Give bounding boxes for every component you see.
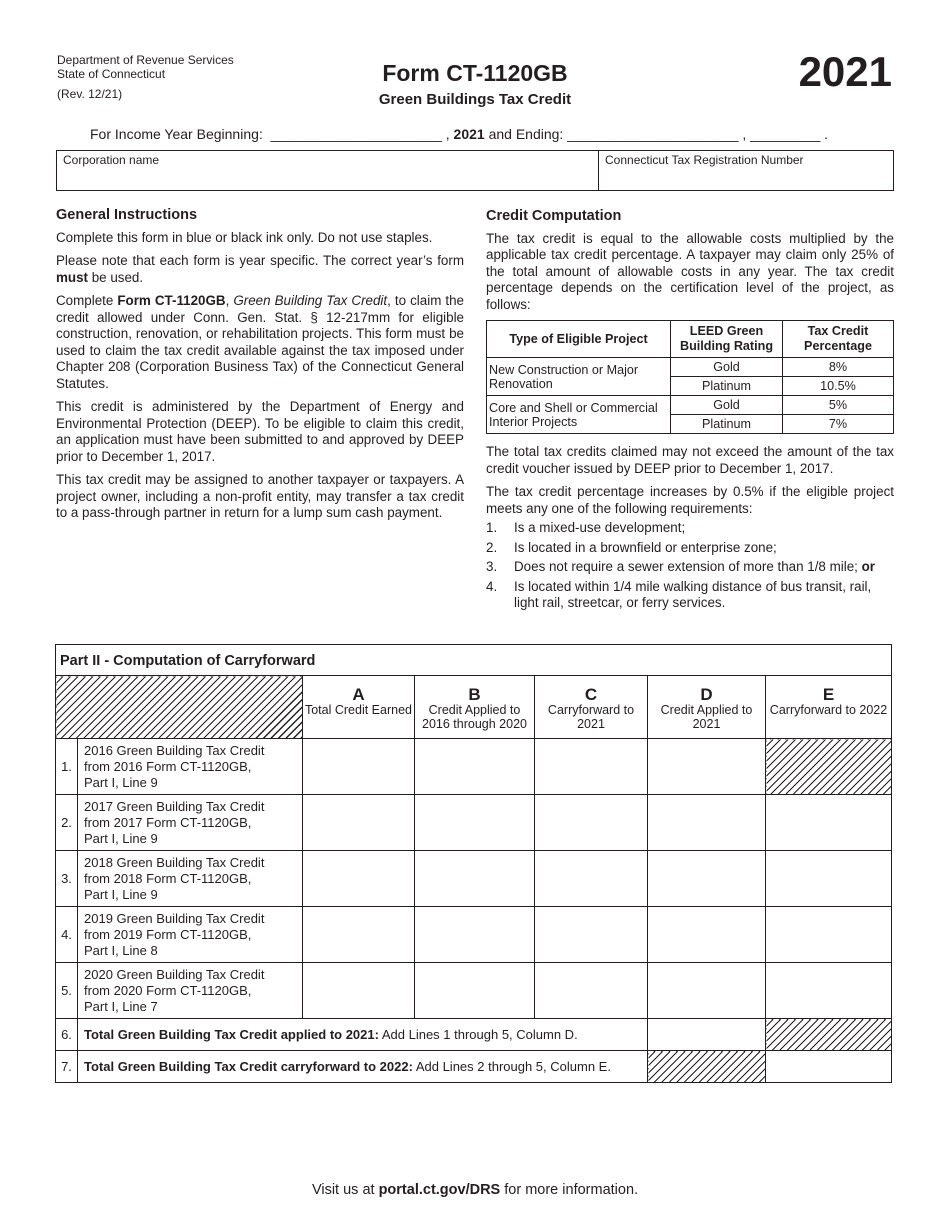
hatched-cell xyxy=(56,676,303,739)
dept-line-1: Department of Revenue Services xyxy=(57,53,234,67)
th-leed-rating: LEED Green Building Rating xyxy=(671,321,783,358)
income-year-prefix: For Income Year Beginning: ______________________ , xyxy=(90,126,454,142)
column-c-header: C Carryforward to 2021 xyxy=(535,676,648,739)
column-a-header: A Total Credit Earned xyxy=(303,676,415,739)
line4-col-c-input[interactable] xyxy=(535,907,648,963)
dept-line-2: State of Connecticut xyxy=(57,67,166,81)
table-row xyxy=(56,907,892,963)
tax-registration-label: Connecticut Tax Registration Number xyxy=(605,153,804,167)
form-subtitle: Green Buildings Tax Credit xyxy=(378,91,572,108)
line-description: 2019 Green Building Tax Credit from 2019 Form CT-1120GB, Part I, Line 8 xyxy=(78,907,303,963)
percentage-cell: 10.5% xyxy=(783,377,894,396)
credit-computation xyxy=(486,208,894,615)
credit-percentage-table xyxy=(486,320,894,434)
hatched-cell xyxy=(766,739,892,795)
line4-col-b-input[interactable] xyxy=(415,907,535,963)
list-item: 1. Is a mixed-use development; xyxy=(486,520,686,535)
line3-col-d-input[interactable] xyxy=(648,851,766,907)
instruction-ink: Complete this form in blue or black ink only. Do not use staples. xyxy=(56,229,433,245)
line1-col-d-input[interactable] xyxy=(648,739,766,795)
line5-col-a-input[interactable] xyxy=(303,963,415,1019)
drs-portal-link[interactable]: portal.ct.gov/DRS xyxy=(378,1182,501,1198)
line-number: 7. xyxy=(56,1051,78,1083)
project-type-cell: Core and Shell or Commercial Interior Projects xyxy=(487,396,671,434)
column-e-header: E Carryforward to 2022 xyxy=(766,676,892,739)
instruction-deep: This credit is administered by the Department of Energy and Environmental Protection (DEEP). To be eligible to claim this credit, an application must have been submitted to and approved by DEEP prior to December 1, 2017. xyxy=(56,399,464,464)
line-number: 5. xyxy=(56,963,78,1019)
part2-title: Part II - Computation of Carryforward xyxy=(56,645,892,676)
line5-col-e-input[interactable] xyxy=(766,963,892,1019)
taxpayer-id-box xyxy=(56,150,894,191)
line7-description: Total Green Building Tax Credit carryforward to 2022: Add Lines 2 through 5, Column E. xyxy=(78,1051,648,1083)
table-row xyxy=(56,851,892,907)
instruction-assignment: This tax credit may be assigned to another taxpayer or taxpayers. A project owner, including a non-profit entity, may transfer a tax credit to a pass-through partner in return for a lump sum cash payment. xyxy=(56,472,464,520)
project-type-cell: New Construction or Major Renovation xyxy=(487,358,671,396)
line2-col-d-input[interactable] xyxy=(648,795,766,851)
income-year-line[interactable] xyxy=(90,126,828,142)
tax-registration-field[interactable] xyxy=(599,151,810,190)
line3-col-b-input[interactable] xyxy=(415,851,535,907)
table-row xyxy=(56,1019,892,1051)
table-row xyxy=(56,1051,892,1083)
table-row xyxy=(487,358,894,377)
form-title: Form CT-1120GB xyxy=(382,60,568,86)
line-number: 4. xyxy=(56,907,78,963)
credit-limit-text: The total tax credits claimed may not exceed the amount of the tax credit voucher issued by DEEP prior to December 1, 2017. xyxy=(486,444,894,476)
general-instructions-heading: General Instructions xyxy=(56,207,198,223)
requirements-list xyxy=(486,520,894,612)
line4-col-e-input[interactable] xyxy=(766,907,892,963)
line-number: 6. xyxy=(56,1019,78,1051)
income-year-bold: 2021 xyxy=(453,126,485,142)
percentage-cell: 7% xyxy=(783,415,894,434)
income-year-suffix: and Ending: ______________________ , _________ . xyxy=(484,126,829,142)
line2-col-b-input[interactable] xyxy=(415,795,535,851)
line1-col-a-input[interactable] xyxy=(303,739,415,795)
line-description: 2018 Green Building Tax Credit from 2018 Form CT-1120GB, Part I, Line 9 xyxy=(78,851,303,907)
instruction-complete-form: Complete Form CT-1120GB, Green Building Tax Credit, to claim the credit allowed under Conn. Gen. Stat. § 12-217mm for eligible construction, renovation, or rehabilitation projects. This form must be used to claim the tax credit available against the tax imposed under Chapter 208 (Corporation Business Tax) of the Connecticut General Statutes. xyxy=(56,293,464,391)
line2-col-c-input[interactable] xyxy=(535,795,648,851)
rating-cell: Gold xyxy=(671,358,783,377)
corporation-name-field[interactable] xyxy=(57,151,599,190)
line-number: 2. xyxy=(56,795,78,851)
rating-cell: Platinum xyxy=(671,415,783,434)
line5-col-c-input[interactable] xyxy=(535,963,648,1019)
line-description: 2016 Green Building Tax Credit from 2016 Form CT-1120GB, Part I, Line 9 xyxy=(78,739,303,795)
corporation-name-label: Corporation name xyxy=(63,153,160,167)
line6-description: Total Green Building Tax Credit applied to 2021: Add Lines 1 through 5, Column D. xyxy=(78,1019,648,1051)
line-description: 2017 Green Building Tax Credit from 2017 Form CT-1120GB, Part I, Line 9 xyxy=(78,795,303,851)
part2-section xyxy=(55,644,891,1083)
list-item: 3. Does not require a sewer extension of more than 1/8 mile; or xyxy=(486,559,876,574)
table-row xyxy=(56,963,892,1019)
rating-cell: Gold xyxy=(671,396,783,415)
credit-increase-text: The tax credit percentage increases by 0.5% if the eligible project meets any one of the following requirements: xyxy=(486,484,894,516)
hatched-cell xyxy=(766,1019,892,1051)
line2-col-a-input[interactable] xyxy=(303,795,415,851)
table-row xyxy=(56,739,892,795)
revision-date: (Rev. 12/21) xyxy=(57,87,123,101)
line-number: 3. xyxy=(56,851,78,907)
line-description: 2020 Green Building Tax Credit from 2020 Form CT-1120GB, Part I, Line 7 xyxy=(78,963,303,1019)
line7-col-e-input[interactable] xyxy=(766,1051,892,1083)
line4-col-a-input[interactable] xyxy=(303,907,415,963)
line-number: 1. xyxy=(56,739,78,795)
list-item: 4. Is located within 1/4 mile walking distance of bus transit, rail, light rail, streetcar, or ferry services. xyxy=(486,578,872,610)
percentage-cell: 5% xyxy=(783,396,894,415)
carryforward-table xyxy=(55,644,892,1083)
line6-col-d-input[interactable] xyxy=(648,1019,766,1051)
percentage-cell: 8% xyxy=(783,358,894,377)
line3-col-a-input[interactable] xyxy=(303,851,415,907)
line3-col-e-input[interactable] xyxy=(766,851,892,907)
line2-col-e-input[interactable] xyxy=(766,795,892,851)
table-row xyxy=(56,795,892,851)
rating-cell: Platinum xyxy=(671,377,783,396)
line5-col-d-input[interactable] xyxy=(648,963,766,1019)
instruction-year-specific: Please note that each form is year specific. The correct year’s form must be used. xyxy=(56,253,464,285)
hatched-cell xyxy=(648,1051,766,1083)
line1-col-b-input[interactable] xyxy=(415,739,535,795)
credit-intro: The tax credit is equal to the allowable costs multiplied by the applicable tax credit percentage. A taxpayer may claim only 25% of the total amount of allowable costs in any year. The tax credit percentage depends on the certification level of the project, as follows: xyxy=(486,230,894,312)
line4-col-d-input[interactable] xyxy=(648,907,766,963)
column-d-header: D Credit Applied to 2021 xyxy=(648,676,766,739)
footer: Visit us at portal.ct.gov/DRS for more information. xyxy=(311,1182,639,1198)
form-year: 2021 xyxy=(798,48,892,95)
general-instructions xyxy=(56,207,464,529)
line3-col-c-input[interactable] xyxy=(535,851,648,907)
table-row xyxy=(487,396,894,415)
line1-col-c-input[interactable] xyxy=(535,739,648,795)
list-item: 2. Is located in a brownfield or enterprise zone; xyxy=(486,539,777,555)
th-credit-percentage: Tax Credit Percentage xyxy=(783,321,894,358)
column-b-header: B Credit Applied to 2016 through 2020 xyxy=(415,676,535,739)
th-project-type: Type of Eligible Project xyxy=(487,321,671,358)
line5-col-b-input[interactable] xyxy=(415,963,535,1019)
credit-computation-heading: Credit Computation xyxy=(486,208,622,224)
